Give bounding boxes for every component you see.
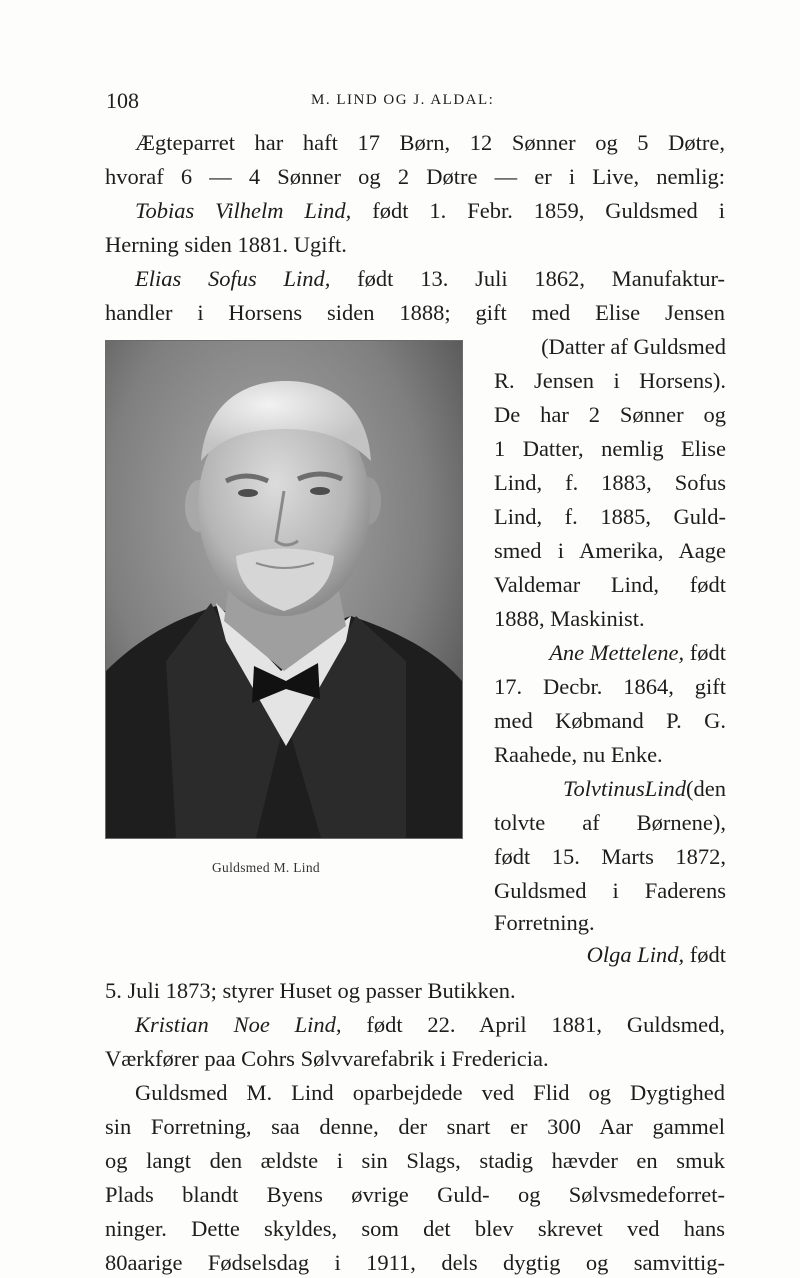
text-line: 1888, Maskinist. [494,606,645,631]
text-span: (den [686,776,726,801]
text-line: (Datter af Guldsmed [541,334,726,359]
text-line: Lind, f. 1885, Guld- [494,504,726,529]
text-line: og langt den ældste i sin Slags, stadig hævder en smuk [105,1148,725,1173]
text-line: Raahede, nu Enke. [494,742,663,767]
text-line: med Købmand P. G. [494,708,726,733]
text-line: 80aarige Fødselsdag i 1911, dels dygtig og samvittig- [105,1250,725,1275]
text-line: tolvte af Børnene), [494,810,726,835]
text-span: født 22. April 1881, Guldsmed, [341,1012,725,1037]
text-line: sin Forretning, saa denne, der snart er 300 Aar gammel [105,1114,725,1139]
person-name: Kristian Noe Lind, [135,1012,342,1037]
text-line: 5. Juli 1873; styrer Huset og passer Butikken. [105,978,516,1003]
text-span: født [684,942,726,967]
person-name: Olga Lind, [586,942,685,967]
person-name: TolvtinusLind [563,776,687,801]
text-line [494,940,726,970]
page-header [106,88,746,118]
text-line: 1 Datter, nemlig Elise [494,436,726,461]
person-name: Ane Mettelene, [549,640,685,665]
text-line: Guldsmed i Faderens [494,878,726,903]
text-line: handler i Horsens siden 1888; gift med Elise Jensen [105,300,725,325]
text-line: Ægteparret har haft 17 Børn, 12 Sønner og 5 Døtre, [135,130,725,155]
text-line: Plads blandt Byens øvrige Guld- og Sølvsmedeforret- [105,1182,725,1207]
text-line [105,1010,725,1040]
text-line [494,774,726,804]
text-line: 17. Decbr. 1864, gift [494,674,726,699]
page-number: 108 [106,88,139,113]
text-line: Guldsmed M. Lind oparbejdede ved Flid og Dygtighed [135,1080,725,1105]
running-head: M. LIND OG J. ALDAL: [311,92,495,108]
text-line [494,638,726,668]
text-span: født [684,640,726,665]
text-span: født 1. Febr. 1859, Guldsmed i [351,198,725,223]
text-line [105,264,725,294]
person-name: Elias Sofus Lind, [135,266,331,291]
person-name: Tobias Vilhelm Lind, [135,198,352,223]
text-line: Forretning. [494,910,595,935]
text-line: Værkfører paa Cohrs Sølvvarefabrik i Fredericia. [105,1046,549,1071]
text-line: smed i Amerika, Aage [494,538,726,563]
text-line: hvoraf 6 — 4 Sønner og 2 Døtre — er i Live, nemlig: [105,164,725,189]
text-line: ninger. Dette skyldes, som det blev skrevet ved hans [105,1216,725,1241]
text-line: Lind, f. 1883, Sofus [494,470,726,495]
text-line: De har 2 Sønner og [494,402,726,427]
text-line: Valdemar Lind, født [494,572,726,597]
text-line [105,196,725,226]
text-line: født 15. Marts 1872, [494,844,726,869]
text-span: født 13. Juli 1862, Manufaktur- [330,266,725,291]
text-line: Herning siden 1881. Ugift. [105,232,347,257]
portrait-photo [105,340,463,839]
figure-caption: Guldsmed M. Lind [212,860,320,875]
text-line: R. Jensen i Horsens). [494,368,726,393]
